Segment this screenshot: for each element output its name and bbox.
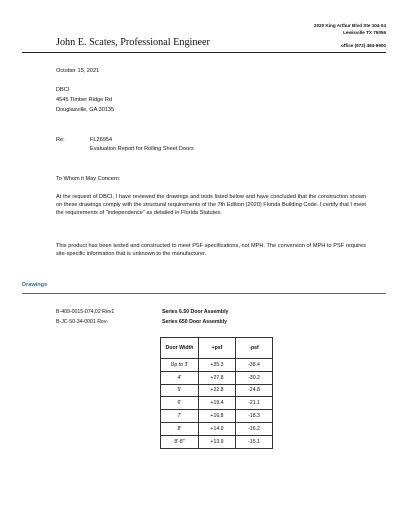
drawings-heading: Drawings xyxy=(22,282,48,288)
recipient-name: DBCI xyxy=(56,87,70,93)
letterhead-address-line-2: Lewisville TX 75056 xyxy=(343,30,386,35)
header-door-width: Door Width xyxy=(161,338,199,359)
body-paragraph-1: At the request of DBCI, I have reviewed the drawings and tests listed below and have concluded that the construction shown on these drawings comply with the structural requirements of the 7th Edition (2020) Florida Building Code. I certify that I meet the requirements of "independence" as detailed in Florida Statutes. xyxy=(56,194,366,216)
body-paragraph-2: This product has been tested and constructed to meet PSF specifications, not MPH. The conversion of MPH to PSF requires site-specific information that is unknown to the manufacturer. xyxy=(56,243,366,257)
table-row xyxy=(161,435,273,448)
header-negative-psf: -psf xyxy=(236,338,273,359)
header-positive-psf: +psf xyxy=(199,338,236,359)
drawing-ref-code-2: B-JC-50-34-0001 Rev- xyxy=(56,319,109,325)
table-row xyxy=(161,371,273,384)
drawing-ref-desc-1: Series 6.50 Door Assembly xyxy=(162,309,229,315)
cell-negative-psf: -21.1 xyxy=(236,397,273,410)
cell-positive-psf: +27.8 xyxy=(199,371,236,384)
cell-negative-psf: -18.3 xyxy=(236,410,273,423)
cell-negative-psf: -38.4 xyxy=(236,359,273,372)
cell-width: 4' xyxy=(161,371,199,384)
re-label: Re: xyxy=(56,137,65,143)
letterhead-divider xyxy=(22,52,386,53)
cell-width: 7' xyxy=(161,410,199,423)
cell-width: 5' xyxy=(161,384,199,397)
letterhead-office-phone: office (972) 484-9900 xyxy=(341,43,386,48)
table-row xyxy=(161,359,273,372)
cell-width: 8'-8" xyxy=(161,435,199,448)
table-row xyxy=(161,384,273,397)
cell-positive-psf: +13.9 xyxy=(199,435,236,448)
drawing-ref-desc-2: Series 650 Door Assembly xyxy=(162,319,227,325)
cell-positive-psf: +22.8 xyxy=(199,384,236,397)
re-subject: Evaluation Report for Rolling Sheet Doors xyxy=(90,146,194,152)
cell-negative-psf: -15.1 xyxy=(236,435,273,448)
letter-date: October 15, 2021 xyxy=(56,68,100,74)
cell-width: 8' xyxy=(161,422,199,435)
cell-width: 6' xyxy=(161,397,199,410)
cell-negative-psf: -16.2 xyxy=(236,422,273,435)
recipient-street: 4545 Timber Ridge Rd xyxy=(56,97,112,103)
table-row xyxy=(161,410,273,423)
drawing-ref-code-1: B-409-0015-074,02 Rev1 xyxy=(56,309,115,315)
letterhead-address-line-1: 2020 King Arthur Blvd Ste 104-04 xyxy=(313,23,386,28)
table-row xyxy=(161,397,273,410)
drawings-heading-underline xyxy=(22,293,386,294)
cell-positive-psf: +14.9 xyxy=(199,422,236,435)
cell-negative-psf: -24.8 xyxy=(236,384,273,397)
cell-positive-psf: +16.8 xyxy=(199,410,236,423)
pressure-table xyxy=(160,337,273,449)
salutation: To Whom it May Concern: xyxy=(56,176,121,182)
re-fl-number: FL26954 xyxy=(90,137,113,143)
cell-width: Up to 3' xyxy=(161,359,199,372)
recipient-city: Douglasville, GA 30135 xyxy=(56,107,115,113)
cell-positive-psf: +35.3 xyxy=(199,359,236,372)
table-row xyxy=(161,422,273,435)
cell-negative-psf: -30.2 xyxy=(236,371,273,384)
pressure-table-header xyxy=(161,338,273,359)
cell-positive-psf: +19.4 xyxy=(199,397,236,410)
letterhead-engineer-name: John E. Scates, Professional Engineer xyxy=(56,37,210,48)
